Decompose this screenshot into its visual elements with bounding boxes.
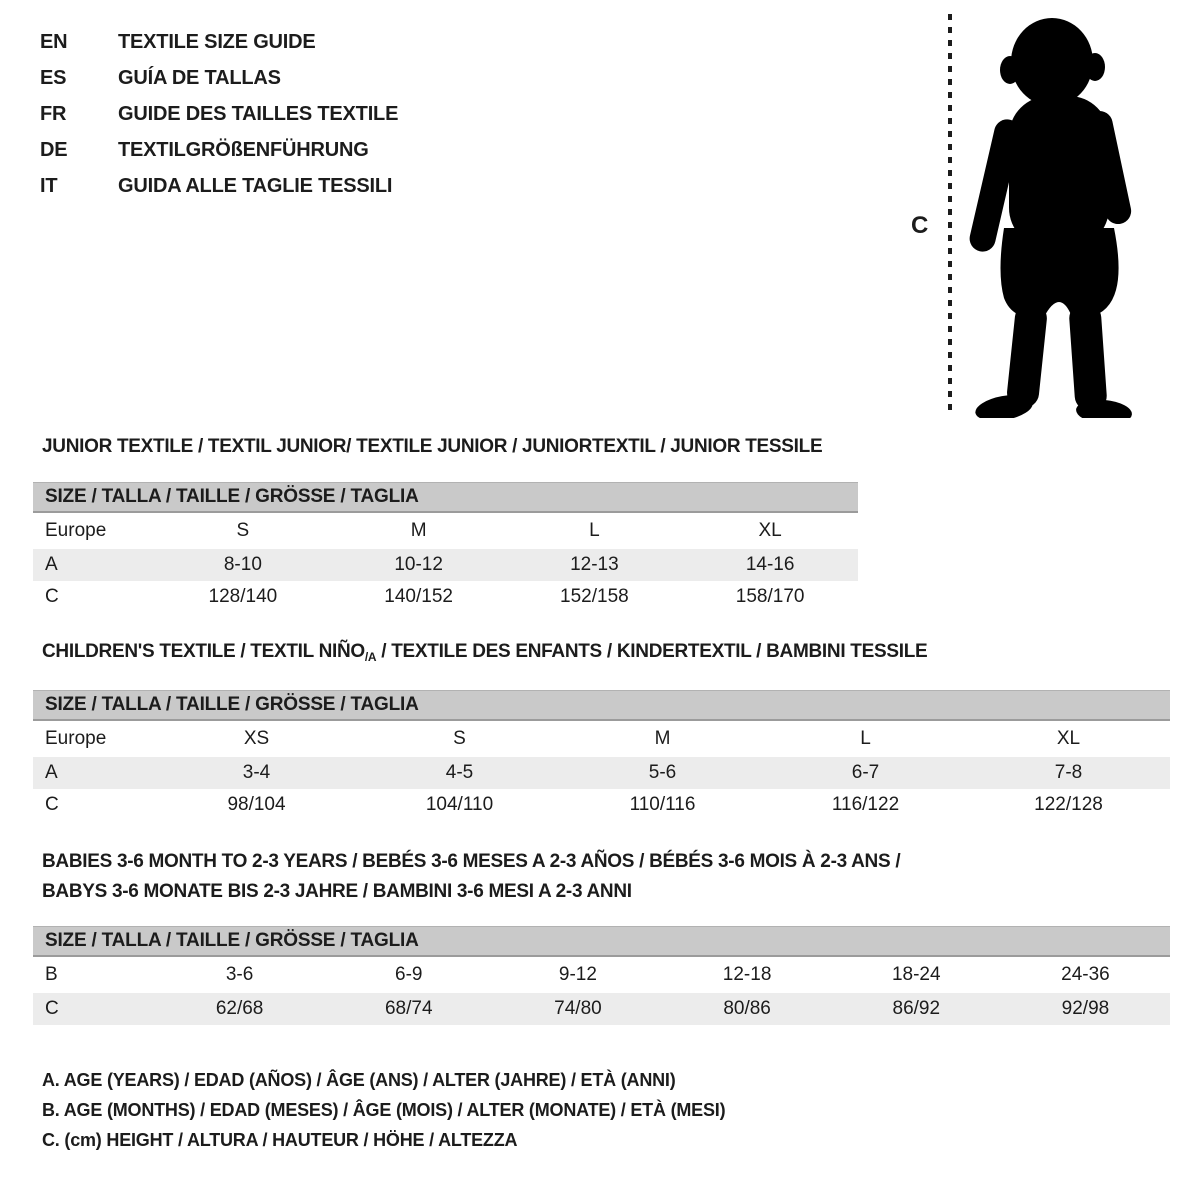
- table-cell: L: [860, 728, 871, 749]
- table-row: [33, 757, 1170, 789]
- table-row: [33, 549, 858, 581]
- language-row: [40, 132, 398, 168]
- section-title-text: BABYS 3-6 MONATE BIS 2-3 JAHRE / BAMBINI 3-6 MESI A 2-3 ANNI: [42, 881, 632, 902]
- language-title: TEXTILGRÖßENFÜHRUNG: [118, 138, 369, 161]
- table-cell: 92/98: [1061, 998, 1110, 1019]
- section-title-children: [42, 641, 927, 664]
- table-cell: 152/158: [560, 586, 629, 607]
- table-cell: 104/110: [425, 794, 494, 815]
- table-cell: 122/128: [1034, 794, 1103, 815]
- children-size-table: [33, 690, 1170, 821]
- table-cell: 110/116: [629, 794, 696, 815]
- language-title: TEXTILE SIZE GUIDE: [118, 30, 316, 53]
- table-cell: 158/170: [735, 586, 805, 607]
- table-cell: 128/140: [208, 586, 278, 607]
- table-cell: 6-9: [395, 964, 423, 985]
- language-code: IT: [40, 174, 58, 197]
- table-cell: 3-6: [225, 964, 254, 985]
- table-cell: 5-6: [648, 762, 677, 783]
- row-label: A: [45, 554, 58, 575]
- section-title-junior: [42, 436, 822, 458]
- table-row: [33, 993, 1170, 1025]
- table-cell: M: [410, 520, 427, 541]
- table-cell: 98/104: [227, 794, 286, 815]
- babies-size-table: [33, 926, 1170, 1025]
- table-rows: [33, 513, 858, 613]
- table-row: [33, 581, 858, 613]
- table-cell: XL: [758, 520, 782, 541]
- row-label: C: [45, 998, 59, 1019]
- table-cell: S: [453, 728, 466, 749]
- size-header-bar: [33, 482, 858, 513]
- table-cell: 14-16: [745, 554, 795, 575]
- section-title-babies: [42, 847, 900, 907]
- table-cell: 80/86: [723, 998, 771, 1019]
- legend-line: B. AGE (MONTHS) / EDAD (MESES) / ÂGE (MOIS) / ALTER (MONATE) / ETÀ (MESI): [42, 1100, 726, 1120]
- size-header-text: SIZE / TALLA / TAILLE / GRÖSSE / TAGLIA: [45, 694, 419, 715]
- table-cell: 68/74: [384, 998, 433, 1019]
- table-cell: 6-7: [851, 762, 880, 783]
- junior-size-table: [33, 482, 858, 613]
- language-code: DE: [40, 138, 68, 161]
- language-title: GUIDA ALLE TAGLIE TESSILI: [118, 174, 393, 197]
- language-row: [40, 60, 398, 96]
- table-cell: 140/152: [384, 586, 453, 607]
- section-title-text: / TEXTILE DES ENFANTS / KINDERTEXTIL / BAMBINI TESSILE: [376, 641, 928, 662]
- table-cell: L: [589, 520, 600, 541]
- legend: [42, 1070, 725, 1160]
- language-code: ES: [40, 66, 67, 89]
- section-title-text: CHILDREN'S TEXTILE / TEXTIL NIÑO: [42, 641, 365, 662]
- table-cell: M: [654, 728, 671, 749]
- row-label: B: [45, 964, 58, 985]
- table-row: [33, 789, 1170, 821]
- size-header-bar: [33, 690, 1170, 721]
- table-rows: [33, 957, 1170, 1025]
- table-cell: 7-8: [1054, 762, 1083, 783]
- table-cell: 12-18: [722, 964, 772, 985]
- toddler-silhouette-icon: [963, 18, 1140, 418]
- table-cell: 62/68: [215, 998, 264, 1019]
- table-cell: 3-4: [242, 762, 271, 783]
- table-row: [33, 721, 1170, 757]
- height-dashed-line: [948, 14, 952, 416]
- size-header-text: SIZE / TALLA / TAILLE / GRÖSSE / TAGLIA: [45, 930, 419, 951]
- table-row: [33, 957, 1170, 993]
- row-label: Europe: [45, 728, 107, 749]
- table-cell: 12-13: [570, 554, 619, 575]
- language-list: [40, 24, 398, 204]
- table-cell: XS: [243, 728, 270, 749]
- size-header-bar: [33, 926, 1170, 957]
- section-title-text: BABIES 3-6 MONTH TO 2-3 YEARS / BEBÉS 3-6 MESES A 2-3 AÑOS / BÉBÉS 3-6 MOIS À 2-3 ANS /: [42, 851, 901, 872]
- table-cell: 74/80: [554, 998, 602, 1019]
- section-title-text: JUNIOR TEXTILE / TEXTIL JUNIOR/ TEXTILE JUNIOR / JUNIORTEXTIL / JUNIOR TESSILE: [42, 436, 823, 457]
- table-cell: 86/92: [892, 998, 941, 1019]
- table-cell: 10-12: [394, 554, 443, 575]
- table-cell: 9-12: [558, 964, 597, 985]
- row-label: Europe: [45, 520, 107, 541]
- row-label: C: [45, 586, 59, 607]
- table-cell: 4-5: [445, 762, 474, 783]
- row-label: C: [45, 794, 59, 815]
- table-cell: 116/122: [831, 794, 900, 815]
- table-row: [33, 513, 858, 549]
- language-row: [40, 96, 398, 132]
- table-rows: [33, 721, 1170, 821]
- height-measure-label: C: [911, 212, 929, 239]
- language-title: GUIDE DES TAILLES TEXTILE: [118, 102, 399, 125]
- language-title: GUÍA DE TALLAS: [118, 66, 281, 89]
- table-cell: 24-36: [1061, 964, 1110, 985]
- table-cell: 8-10: [223, 554, 262, 575]
- table-cell: XL: [1056, 728, 1081, 749]
- section-title-text: /A: [364, 650, 377, 664]
- table-cell: 18-24: [891, 964, 941, 985]
- table-cell: S: [236, 520, 250, 541]
- language-row: [40, 168, 398, 204]
- legend-line: A. AGE (YEARS) / EDAD (AÑOS) / ÂGE (ANS) / ALTER (JAHRE) / ETÀ (ANNI): [42, 1070, 676, 1090]
- language-row: [40, 24, 398, 60]
- size-header-text: SIZE / TALLA / TAILLE / GRÖSSE / TAGLIA: [45, 486, 419, 507]
- legend-line: C. (cm) HEIGHT / ALTURA / HAUTEUR / HÖHE / ALTEZZA: [42, 1130, 518, 1150]
- row-label: A: [45, 762, 58, 783]
- language-code: EN: [40, 30, 68, 53]
- language-code: FR: [40, 102, 67, 125]
